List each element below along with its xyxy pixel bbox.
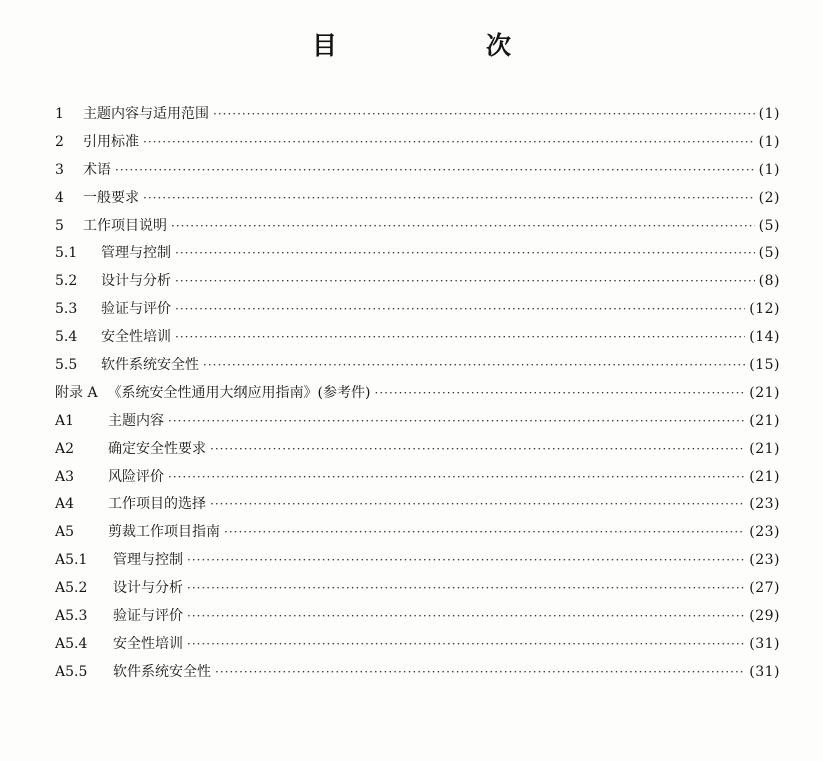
entry-number: A1 [55, 412, 75, 429]
entry-number: A3 [55, 468, 75, 485]
toc-entry[interactable] [55, 580, 780, 608]
entry-title: 管理与控制 [113, 552, 183, 569]
toc-entry[interactable] [55, 413, 780, 441]
toc-entry[interactable] [55, 441, 780, 469]
dot-leader [203, 357, 745, 373]
dot-leader [187, 636, 745, 652]
entry-title: 设计与分析 [101, 273, 171, 290]
entry-title: 设计与分析 [113, 580, 183, 597]
dot-leader [375, 385, 746, 401]
entry-page: (21) [749, 384, 780, 401]
page-title: 目 次 [311, 31, 573, 60]
entry-title: 验证与评价 [113, 608, 183, 625]
entry-title: 术语 [83, 161, 111, 178]
entry-page: (1) [758, 161, 780, 178]
dot-leader [143, 190, 755, 206]
entry-title: 软件系统安全性 [101, 357, 199, 374]
entry-number: 附录 A [55, 384, 98, 401]
entry-title: 一般要求 [83, 189, 139, 206]
entry-page: (5) [758, 217, 780, 234]
toc-entry[interactable] [55, 162, 780, 190]
entry-page: (12) [749, 301, 780, 318]
entry-page: (1) [758, 133, 780, 150]
entry-title: 引用标准 [83, 133, 139, 150]
toc-entry[interactable] [55, 190, 780, 218]
entry-page: (15) [749, 357, 780, 374]
toc-entry[interactable] [55, 496, 780, 524]
dot-leader [210, 441, 745, 457]
toc-list [55, 106, 780, 692]
toc-entry[interactable] [55, 524, 780, 552]
entry-number: 3 [55, 161, 64, 178]
dot-leader [171, 218, 755, 234]
entry-number: 5 [55, 217, 64, 234]
entry-page: (21) [749, 468, 780, 485]
entry-page: (21) [749, 412, 780, 429]
toc-entry[interactable] [55, 106, 780, 134]
dot-leader [213, 106, 755, 122]
entry-page: (23) [749, 496, 780, 513]
dot-leader [187, 580, 745, 596]
toc-entry[interactable] [55, 552, 780, 580]
dot-leader [175, 329, 745, 345]
entry-title: 安全性培训 [101, 329, 171, 346]
entry-page: (31) [749, 635, 780, 652]
entry-page: (23) [749, 524, 780, 541]
dot-leader [187, 608, 745, 624]
entry-title: 管理与控制 [101, 245, 171, 262]
entry-number: A5.4 [55, 635, 88, 652]
entry-number: A5.2 [55, 580, 88, 597]
entry-title: 安全性培训 [113, 635, 183, 652]
entry-title: 工作项目说明 [83, 217, 167, 234]
entry-page: (27) [749, 580, 780, 597]
toc-entry[interactable] [55, 301, 780, 329]
dot-leader [175, 301, 745, 317]
entry-page: (1) [758, 106, 780, 122]
toc-entry[interactable] [55, 134, 780, 162]
entry-title: 《系统安全性通用大纲应用指南》(参考件) [107, 384, 371, 401]
entry-number: 2 [55, 133, 64, 150]
dot-leader [175, 273, 755, 289]
entry-number: 4 [55, 189, 64, 206]
entry-page: (29) [749, 608, 780, 625]
dot-leader [224, 524, 745, 540]
toc-entry[interactable] [55, 385, 780, 413]
toc-entry[interactable] [55, 664, 780, 692]
entry-title: 确定安全性要求 [108, 440, 206, 457]
entry-number: 5.3 [55, 301, 78, 318]
dot-leader [168, 469, 745, 485]
entry-title: 主题内容与适用范围 [83, 106, 209, 122]
entry-page: (14) [749, 329, 780, 346]
entry-title: 主题内容 [108, 412, 164, 429]
toc-entry[interactable] [55, 357, 780, 385]
entry-title: 工作项目的选择 [108, 496, 206, 513]
dot-leader [175, 245, 755, 261]
dot-leader [187, 552, 745, 568]
entry-number: A5.1 [55, 552, 88, 569]
toc-entry[interactable] [55, 273, 780, 301]
toc-entry[interactable] [55, 636, 780, 664]
dot-leader [215, 664, 745, 680]
entry-number: A5.3 [55, 608, 88, 625]
entry-title: 验证与评价 [101, 301, 171, 318]
entry-number: A5.5 [55, 663, 88, 680]
entry-title: 风险评价 [108, 468, 164, 485]
dot-leader [168, 413, 745, 429]
entry-number: A2 [55, 440, 75, 457]
dot-leader [115, 162, 755, 178]
entry-page: (31) [749, 663, 780, 680]
entry-title: 软件系统安全性 [113, 663, 211, 680]
toc-entry[interactable] [55, 329, 780, 357]
entry-number: 5.2 [55, 273, 78, 290]
entry-number: A4 [55, 496, 75, 513]
entry-page: (5) [758, 245, 780, 262]
toc-entry[interactable] [55, 245, 780, 273]
entry-number: 1 [55, 106, 64, 122]
entry-page: (2) [758, 189, 780, 206]
dot-leader [210, 496, 745, 512]
entry-page: (8) [758, 273, 780, 290]
entry-number: 5.1 [55, 245, 78, 262]
toc-entry[interactable] [55, 469, 780, 497]
dot-leader [143, 134, 755, 150]
entry-title: 剪裁工作项目指南 [108, 524, 220, 541]
entry-page: (21) [749, 440, 780, 457]
entry-number: 5.4 [55, 329, 78, 346]
entry-page: (23) [749, 552, 780, 569]
toc-entry[interactable] [55, 218, 780, 246]
toc-entry[interactable] [55, 608, 780, 636]
entry-number: A5 [55, 524, 75, 541]
entry-number: 5.5 [55, 357, 78, 374]
